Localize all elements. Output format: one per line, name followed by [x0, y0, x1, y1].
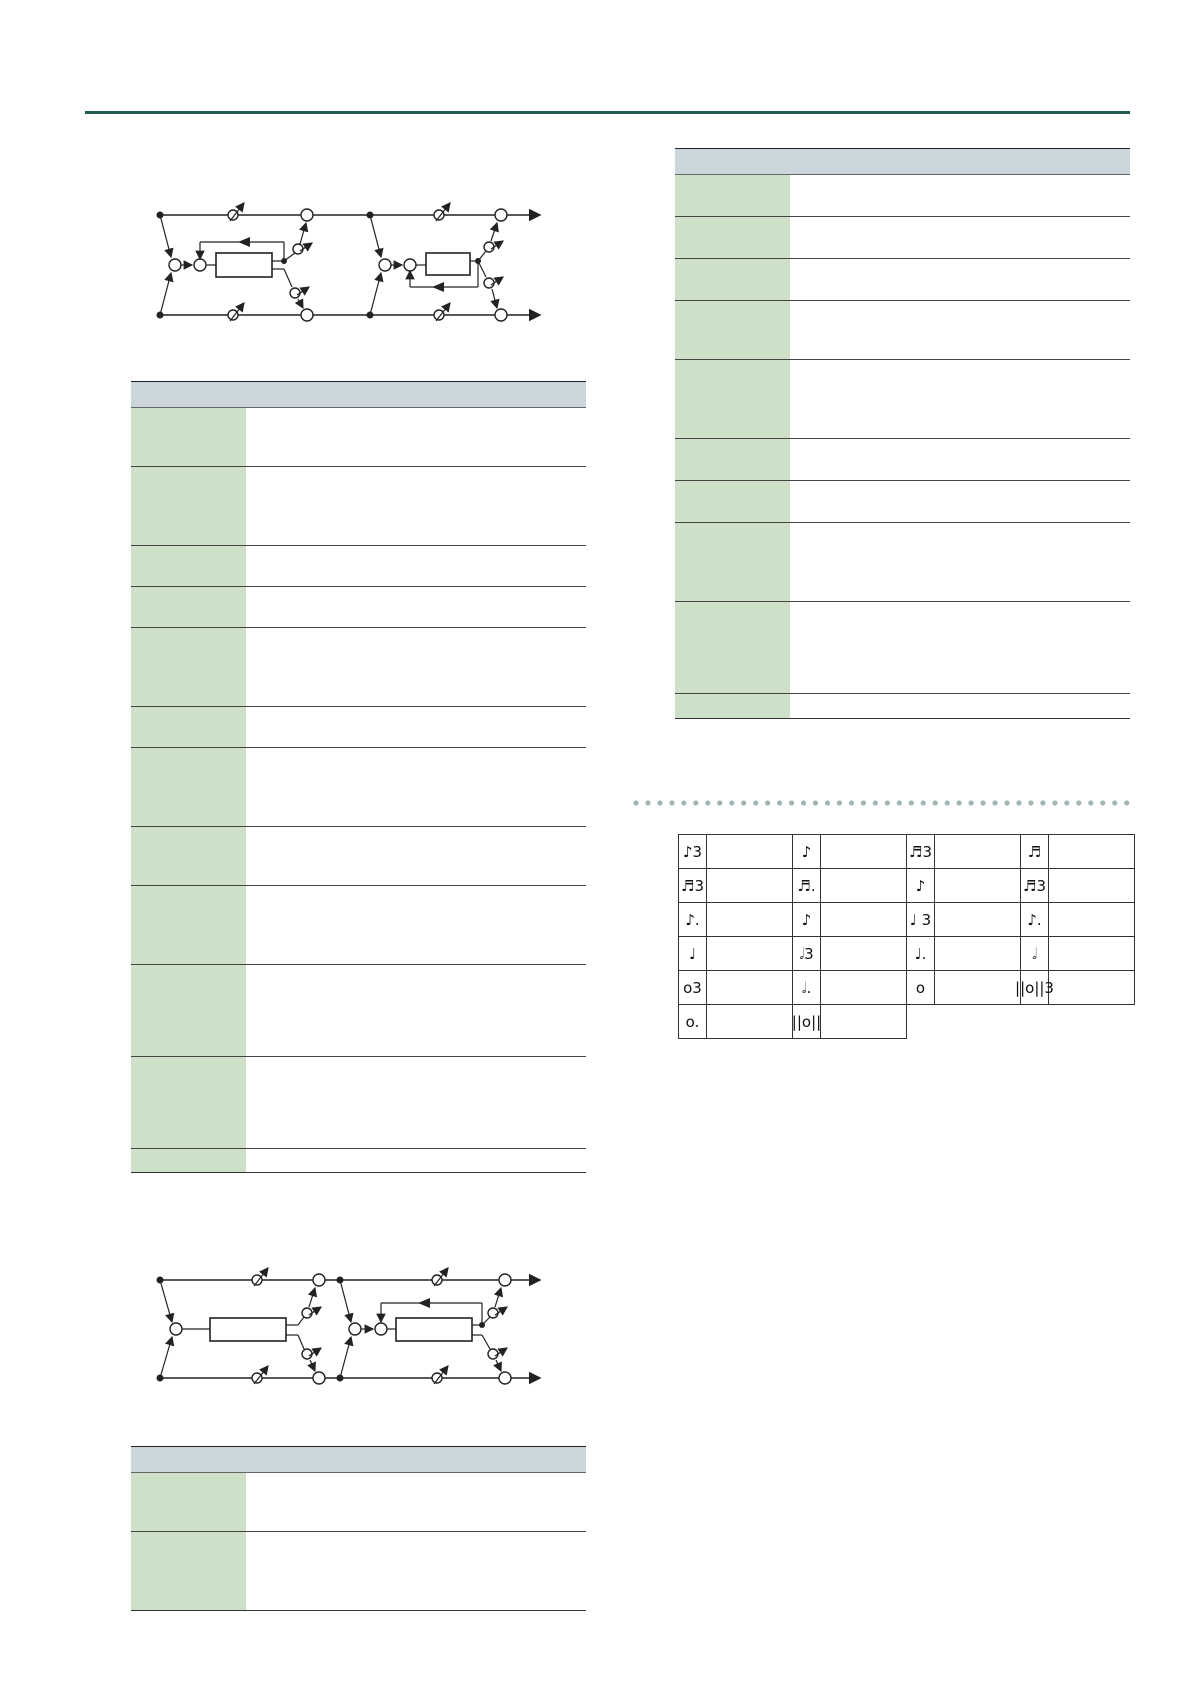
table-row: [131, 707, 586, 748]
table-row: [131, 1057, 586, 1149]
note-cell: [792, 868, 907, 903]
sixteenth-triplet-icon: ♪3: [679, 835, 707, 868]
double-whole-icon: ||o||: [793, 1005, 821, 1038]
signal-flow-diagram-2: [140, 1265, 550, 1395]
table-row: [131, 587, 586, 628]
thirty-second-alt-icon: ♬: [1021, 835, 1049, 868]
note-cell: [906, 868, 1021, 903]
note-cell: [678, 970, 793, 1005]
note-cell: [678, 834, 793, 869]
table-row: [131, 1473, 586, 1532]
table-row: [675, 602, 1130, 694]
note-symbol-grid: [678, 834, 1134, 1038]
table-row: [131, 965, 586, 1057]
note-cell: [906, 936, 1021, 971]
note-cell: [906, 834, 1021, 869]
note-cell: [906, 970, 1021, 1005]
note-cell: [792, 902, 907, 937]
note-cell: [792, 936, 907, 971]
dotted-quarter-icon: ♩.: [907, 937, 935, 970]
sixty-fourth-triplet-icon: ♬3: [907, 835, 935, 868]
dotted-sixteenth-alt-icon: ♪.: [1021, 903, 1049, 936]
dotted-whole-icon: o.: [679, 1005, 707, 1038]
table-row: [131, 408, 586, 467]
note-cell: [1020, 902, 1135, 937]
table-row: [675, 175, 1130, 217]
table-row: [131, 748, 586, 827]
dotted-thirty-second-icon: ♬.: [793, 869, 821, 902]
note-cell: [906, 902, 1021, 937]
note-cell: [1020, 868, 1135, 903]
table-row: [131, 886, 586, 965]
header-rule: [85, 111, 1130, 114]
note-cell: [1020, 834, 1135, 869]
parameter-table-left-1: [131, 381, 586, 1173]
whole-icon: o: [907, 971, 935, 1004]
sixteenth-triplet-alt-icon: ♬3: [1021, 869, 1049, 902]
note-cell: [1020, 936, 1135, 971]
note-cell: [678, 868, 793, 903]
table-header: [131, 1446, 586, 1473]
eighth-icon: ♪: [793, 903, 821, 936]
table-row: [675, 439, 1130, 481]
note-cell: [792, 834, 907, 869]
table-row: [675, 217, 1130, 259]
parameter-table-right: [675, 148, 1130, 719]
table-header: [675, 148, 1130, 175]
quarter-icon: ♩: [679, 937, 707, 970]
signal-flow-diagram-1: [140, 195, 550, 325]
note-cell: [678, 936, 793, 971]
table-row: [131, 827, 586, 886]
whole-triplet-icon: o3: [679, 971, 707, 1004]
note-cell: [792, 1004, 907, 1039]
quarter-triplet-icon: ♩ 3: [907, 903, 935, 936]
table-header: [131, 381, 586, 408]
dotted-separator: [630, 800, 1135, 806]
note-cell: [792, 970, 907, 1005]
table-row: [675, 259, 1130, 301]
eighth-triplet-icon: ♪: [907, 869, 935, 902]
note-cell: [678, 1004, 793, 1039]
half-icon: 𝅗𝅥: [1021, 937, 1049, 970]
note-cell: [678, 902, 793, 937]
table-row: [675, 694, 1130, 718]
double-whole-triplet-icon: ||o||3: [1021, 971, 1049, 1004]
table-row: [131, 546, 586, 587]
table-row: [675, 481, 1130, 523]
note-cell: [1015, 970, 1135, 1005]
table-row: [131, 628, 586, 707]
table-row: [131, 1532, 586, 1610]
table-row: [675, 523, 1130, 602]
parameter-table-left-2: [131, 1446, 586, 1611]
dotted-half-icon: 𝅗𝅥.: [793, 971, 821, 1004]
table-row: [131, 1149, 586, 1172]
thirty-second-icon: ♪: [793, 835, 821, 868]
table-row: [675, 301, 1130, 360]
dotted-sixteenth-icon: ♪.: [679, 903, 707, 936]
half-triplet-icon: 𝅗𝅥3: [793, 937, 821, 970]
table-row: [675, 360, 1130, 439]
table-row: [131, 467, 586, 546]
sixteenth-triplet-icon: ♬3: [679, 869, 707, 902]
